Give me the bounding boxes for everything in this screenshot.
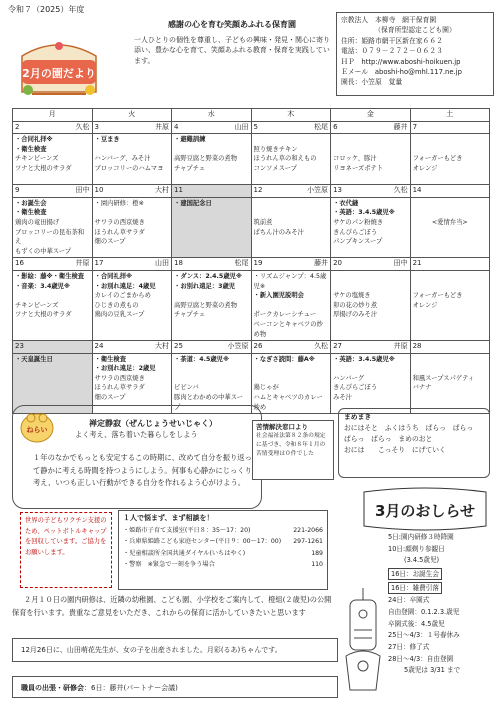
complaint-title: 苦情解決窓口より <box>256 423 308 431</box>
march-notice-item: 自由登園：0.1.2.3.歳児 <box>388 607 460 616</box>
event-line: ・お誕生会 <box>15 199 47 207</box>
song-line-1: おにはそと ふくはうち ぱらっ ぱらっ <box>344 424 474 432</box>
march-notice-title: 3月のおしらせ <box>375 502 475 520</box>
song-line-2: ぱらっ ぱらっ まめのおと <box>344 435 433 443</box>
day-schedule-cell <box>251 353 331 414</box>
menu-line: コンソメスープ <box>253 164 297 172</box>
goal-badge-label: ねらい <box>26 426 48 434</box>
menu-line: ほうれん草の和えもの <box>253 155 317 163</box>
weekday-mon: 月 <box>13 109 93 122</box>
menu-line: チキンビーンズ <box>15 301 59 309</box>
teacher-on-duty: 山田 <box>234 122 249 131</box>
teacher-on-duty: 小笠原 <box>227 342 249 351</box>
date-cell <box>92 341 172 354</box>
menu-line: ハンバーグ、みそ汁 <box>94 155 151 163</box>
date-number: 10 <box>94 186 104 195</box>
day-schedule-cell <box>13 134 93 185</box>
consultation-row: ・兵庫県姫路こども家庭センター(平日９：00～17：00) 297-1261 <box>123 538 323 546</box>
menu-line: 厚揚げのみそ汁 <box>333 311 378 319</box>
menu-line <box>174 291 249 301</box>
complaint-window-box <box>252 420 334 480</box>
events-row <box>13 134 490 185</box>
date-number: 27 <box>333 342 342 351</box>
event-line: ・英語：3.4.5歳児※ <box>333 355 395 363</box>
date-cell <box>331 258 411 271</box>
date-cell <box>410 185 489 198</box>
date-cell <box>410 258 489 271</box>
complaint-body: 社会福祉法第８２条の規定に基づき、令和８年１月の苦情受理は０件でした <box>256 433 326 457</box>
teacher-on-duty: 井原 <box>155 122 170 131</box>
monthly-calendar <box>12 108 490 414</box>
day-schedule-cell <box>410 134 489 185</box>
date-cell <box>13 258 93 271</box>
event-line: ・茶道：4.5歳児※ <box>174 355 230 363</box>
date-number: 14 <box>412 186 422 195</box>
menu-line: <愛情弁当> <box>431 218 468 226</box>
date-cell <box>251 185 331 198</box>
teacher-on-duty: 藤井 <box>314 259 329 268</box>
march-notice-item: 16日：雑費引落 <box>388 581 492 595</box>
date-cell <box>251 121 331 134</box>
school-homepage[interactable]: ＨＰ http://www.aboshi-hoikuen.jp <box>341 57 461 66</box>
march-notice-item: (3.4.5歳児) <box>404 556 440 565</box>
song-box <box>338 408 490 478</box>
day-schedule-cell <box>172 134 252 185</box>
teacher-on-duty: 松尾 <box>234 259 249 268</box>
school-phone: 電話：０７９－２７２－０６２３ <box>341 47 443 56</box>
menu-line: ブロッコリーの昆布茶和え <box>15 228 85 246</box>
menu-line <box>95 145 170 155</box>
menu-line: もずくの中華スープ <box>15 247 72 255</box>
monthly-goal-box <box>12 405 262 509</box>
philosophy-block <box>132 20 332 66</box>
teacher-on-duty: 久松 <box>314 342 329 351</box>
march-notice-item: 25日～4/3：１号春休み <box>388 631 460 640</box>
menu-line: フォーガーもどき <box>412 292 463 300</box>
date-number: 13 <box>333 186 342 195</box>
event-line: ・天皇誕生日 <box>15 355 53 363</box>
date-number: 12 <box>253 186 263 195</box>
menu-line: 筑前煮 <box>253 218 273 226</box>
menu-line <box>254 135 329 145</box>
date-row <box>13 341 490 354</box>
teacher-on-duty: 山田 <box>155 259 170 268</box>
events-row <box>13 270 490 340</box>
date-number: 25 <box>174 342 183 351</box>
menu-line: ・リズムジャンプ：4.5歳児※ <box>253 272 327 290</box>
menu-line: フォーガーもどき <box>412 155 463 163</box>
date-number: 11 <box>174 186 183 195</box>
menu-line: サケの塩焼き <box>333 292 371 300</box>
menu-line <box>174 374 249 384</box>
march-notice-item: 卒園式後：4.5歳児 <box>388 619 445 628</box>
date-number: 28 <box>412 342 422 351</box>
fiscal-year: 令和７（2025）年度 <box>8 5 85 14</box>
menu-line <box>413 208 487 218</box>
event-line: ・避難訓練 <box>174 136 206 144</box>
menu-line: ビビンバ <box>174 384 199 392</box>
event-line: ・影絵：藤※・衛生検査 <box>15 272 85 280</box>
menu-line: コロッケ、豚汁 <box>333 155 377 163</box>
weekday-fri: 金 <box>331 109 411 122</box>
date-cell <box>172 185 252 198</box>
menu-line: パンプキンスープ <box>333 238 383 246</box>
menu-line: 卯の花の炒り煮 <box>333 301 378 309</box>
menu-line <box>254 374 329 384</box>
march-notice-item: 5日:園内研修３時降園 <box>388 533 454 541</box>
day-schedule-cell <box>13 197 93 258</box>
training-notice: ２月１０日の園内研修は、近隣の幼稚園、こども園、小学校をご案内して、橙組(２歳児)の公開保育を行います。貴重なご意見をいただき、これからの保育に活かしていきたいと思います <box>12 595 332 617</box>
date-number: 17 <box>94 259 104 268</box>
date-cell <box>13 121 93 134</box>
menu-line: ポークカレーシチュー <box>253 311 317 319</box>
menu-line <box>413 355 487 365</box>
newsletter-logo <box>12 38 105 100</box>
weekday-tue: 火 <box>92 109 172 122</box>
menu-line: きんぴらごぼう <box>333 384 378 392</box>
menu-line: チャプチェ <box>174 311 206 319</box>
menu-line <box>254 364 329 374</box>
date-number: 21 <box>412 259 422 268</box>
song-title: まめまき <box>344 413 372 421</box>
date-number: 23 <box>15 342 24 351</box>
hina-doll-icon <box>340 586 386 696</box>
menu-line: 豚肉とわかめの中華スープ <box>174 394 243 411</box>
day-schedule-cell <box>331 270 411 340</box>
menu-line: サワラの西京焼き <box>94 218 145 226</box>
consultation-box <box>118 510 328 590</box>
school-address: 住所：姫路市網干区新在家６６２ <box>341 36 443 45</box>
menu-line <box>333 282 408 292</box>
teacher-on-duty: 大村 <box>155 342 170 351</box>
march-notice <box>340 484 492 712</box>
menu-line <box>254 301 329 311</box>
staff-training-value: ：6日：藤井(パートナー会議) <box>84 684 178 692</box>
philosophy-body: 一人ひとりの個性を尊重し、子どもの興味・発見・関心に寄り添い、豊かな心を育て、笑顔あふれる教育・保育を実践しています。 <box>134 35 330 65</box>
event-line: ・音楽：3.4歳児※ <box>15 282 71 290</box>
day-schedule-cell <box>251 197 331 258</box>
day-schedule-cell <box>92 270 172 340</box>
weekday-thu: 木 <box>251 109 331 122</box>
march-notice-item: 27日：修了式 <box>388 642 430 651</box>
teacher-on-duty: 井原 <box>393 342 408 351</box>
event-line: ・なぎさ読問：藤A※ <box>253 355 315 363</box>
day-schedule-cell <box>92 134 172 185</box>
consultation-title: １人で悩まず、まず相談を！ <box>123 514 214 522</box>
day-schedule-cell <box>331 353 411 414</box>
day-schedule-cell <box>172 197 252 258</box>
menu-line <box>333 145 408 155</box>
teacher-on-duty: 久松 <box>75 122 90 131</box>
menu-line: チキンビーンズ <box>15 155 59 163</box>
menu-line: 畑のスープ <box>94 394 126 402</box>
menu-line: チャプチェ <box>174 164 206 172</box>
menu-line: 鶏じゃが <box>253 384 279 392</box>
menu-line: ひじきの煮もの <box>94 301 139 309</box>
date-number: 6 <box>333 122 338 131</box>
menu-line: ツナと大根のサラダ <box>15 164 72 172</box>
march-notice-item: 5歳児は 3/31 まで <box>404 666 461 675</box>
menu-line <box>413 364 487 374</box>
menu-line <box>413 199 487 209</box>
day-schedule-cell <box>410 353 489 414</box>
menu-line: 照り焼きチキン <box>253 145 298 153</box>
school-name: 宗教法人 本柳寺 網干保育園 <box>341 16 437 24</box>
march-notice-list <box>388 532 492 677</box>
song-line-3: おには こっそり にげていく <box>344 446 446 454</box>
menu-line: サケのパン粉焼き <box>333 218 384 226</box>
date-row <box>13 258 490 271</box>
birth-announcement: 12月26日に、山田萌花先生が、女の子を出産されました。月彩(るあ)ちゃんです。 <box>12 638 338 662</box>
day-schedule-cell <box>331 197 411 258</box>
event-line: ・合同礼拝※ <box>15 136 53 144</box>
date-number: 26 <box>253 342 263 351</box>
day-schedule-cell <box>251 134 331 185</box>
weekday-header-row <box>13 109 490 122</box>
teacher-on-duty: 久松 <box>393 186 408 195</box>
teacher-on-duty: 大村 <box>155 186 170 195</box>
date-number: 3 <box>94 122 99 131</box>
teacher-on-duty: 藤井 <box>393 122 408 131</box>
menu-line <box>254 199 329 209</box>
date-number: 9 <box>15 186 20 195</box>
menu-line <box>333 135 408 145</box>
date-cell <box>92 121 172 134</box>
date-number: 24 <box>94 342 104 351</box>
consultation-row: ・児童相談所全国共通ダイヤル(いちはやく) 189 <box>123 549 323 557</box>
event-line: ・新入園児説明会 <box>253 292 304 300</box>
menu-line: ほうれん草サラダ <box>94 228 145 236</box>
day-schedule-cell <box>251 270 331 340</box>
event-line: ・衛生検査 <box>15 209 47 217</box>
menu-line <box>413 282 487 292</box>
date-cell <box>410 341 489 354</box>
menu-line: ほうれん草サラダ <box>94 384 145 392</box>
date-cell <box>172 341 252 354</box>
date-number: 7 <box>412 122 418 131</box>
date-number: 5 <box>253 122 259 131</box>
event-line: ・衣代縫 <box>333 199 359 207</box>
event-line: ・合同礼拝※ <box>94 272 133 280</box>
date-cell <box>13 185 93 198</box>
teacher-on-duty: 松尾 <box>314 122 329 131</box>
march-notice-item: 28日～4/3：自由登園 <box>388 654 454 663</box>
goal-title: 禅定静寂（ぜんじょうせいじゃく） <box>89 419 217 428</box>
menu-line: ブロッコリーのハムマヨ <box>94 164 164 172</box>
menu-line: ハンバーグ <box>333 374 365 382</box>
staff-training-label: 職員の出張・研修会 <box>21 684 84 692</box>
menu-line: オレンジ <box>412 301 438 309</box>
date-cell <box>331 121 411 134</box>
event-line: ・建国記念日 <box>174 199 212 207</box>
menu-line: 鶏肉の豆乳スープ <box>94 311 145 319</box>
staff-training-box <box>12 676 338 698</box>
weekday-wed: 水 <box>172 109 252 122</box>
march-notice-item: 24日：卒園式 <box>388 596 430 605</box>
menu-line: 高野豆腐と野菜の煮物 <box>174 155 237 163</box>
philosophy-title: 感謝の心を育む笑顔あふれる保育園 <box>168 20 296 29</box>
vaccine-cap-notice: 世界の子どもワクチン支援のため、ペットボトルキャップを回収しています。ご協力をお願いします。 <box>20 512 112 588</box>
menu-line <box>333 364 408 374</box>
menu-line <box>413 272 487 282</box>
menu-line <box>15 291 90 301</box>
date-cell <box>410 121 489 134</box>
menu-line: バナナ <box>412 384 432 392</box>
march-notice-item: 16日：お誕生会 <box>388 567 492 581</box>
date-row <box>13 185 490 198</box>
consultation-row: ・姫路市子育て支援室(平日８：35～17：20) 221-2066 <box>123 526 323 534</box>
date-cell <box>92 185 172 198</box>
event-line: ・お別れ遠足：2歳児 <box>94 365 156 373</box>
teacher-on-duty: 井原 <box>75 259 90 268</box>
menu-line: ツナと大根のサラダ <box>15 311 72 319</box>
menu-line: みそ汁 <box>333 394 352 402</box>
date-number: 2 <box>15 122 20 131</box>
date-number: 19 <box>253 259 263 268</box>
menu-line: リヨネーズポテト <box>333 164 384 172</box>
menu-line: ベーコンとキャベツの炒め物 <box>253 320 323 338</box>
date-cell <box>13 341 93 354</box>
day-schedule-cell <box>410 197 489 258</box>
goal-subtitle: よく考え、落ち着いた暮らしをしよう <box>75 430 198 439</box>
day-schedule-cell <box>331 134 411 185</box>
date-cell <box>251 258 331 271</box>
day-schedule-cell <box>13 270 93 340</box>
school-principal: 園長：小笠原 覚量 <box>341 78 403 87</box>
menu-line: カレイのごまからめ <box>94 292 151 300</box>
menu-line: 和風スープスパゲティ <box>412 374 475 382</box>
menu-line <box>413 145 487 155</box>
menu-line <box>174 145 249 155</box>
menu-line: ぱちん汁のみそ汁 <box>253 228 304 236</box>
day-schedule-cell <box>92 197 172 258</box>
menu-line: ハムとキャベツのカレー炒め <box>253 394 323 411</box>
event-line: ・衛生検査 <box>94 355 126 363</box>
school-info-box <box>336 12 494 96</box>
teacher-on-duty: 小笠原 <box>307 186 329 195</box>
date-cell <box>172 121 252 134</box>
menu-line: オレンジ <box>412 164 438 172</box>
march-notice-item: 10日:顔剃り参観日 <box>388 544 445 553</box>
date-row <box>13 121 490 134</box>
menu-line: 高野豆腐と野菜の煮物 <box>174 301 237 309</box>
day-schedule-cell <box>410 270 489 340</box>
svg-text:2月の園だより: 2月の園だより <box>22 67 96 80</box>
event-line: ・お別れ遠足：3歳児 <box>174 282 236 290</box>
date-cell <box>92 258 172 271</box>
date-cell <box>331 341 411 354</box>
event-line: ・英語：3.4.5歳児※ <box>333 209 395 217</box>
menu-line <box>333 272 408 282</box>
date-number: 20 <box>333 259 342 268</box>
date-cell <box>172 258 252 271</box>
menu-line: きんぴらごぼう <box>333 228 378 236</box>
menu-line <box>95 208 170 218</box>
menu-line <box>413 135 487 145</box>
date-cell <box>331 185 411 198</box>
date-number: 4 <box>174 122 179 131</box>
goal-badge-icon <box>19 410 55 444</box>
menu-line: ・園内研修：橙※ <box>94 199 144 207</box>
teacher-on-duty: 田中 <box>393 259 408 268</box>
event-line: ・衛生検査 <box>15 145 47 153</box>
goal-body: １年のなかでもっとも安定するこの時期に、改めて自分を振り返って静かに考える時間を持つようにしよう。何事も心静かにじっくり考え、いつも正しい行動ができる自分を作れるよう心がけよう。 <box>33 453 252 487</box>
date-number: 18 <box>174 259 183 268</box>
event-line: ・お別れ遠足：4歳児 <box>94 282 156 290</box>
day-schedule-cell <box>172 270 252 340</box>
event-line: ・ダンス：2.4.5歳児※ <box>174 272 243 280</box>
events-row <box>13 197 490 258</box>
school-email[interactable]: Ｅメール aboshi-ho@mhl.117.ne.jp <box>341 68 462 77</box>
date-number: 16 <box>15 259 24 268</box>
menu-line <box>174 364 249 374</box>
menu-line: サワラの西京焼き <box>94 374 145 382</box>
menu-line: 鶏肉の竜田揚げ <box>15 218 60 226</box>
menu-line <box>254 208 329 218</box>
weekday-sat: 土 <box>410 109 489 122</box>
consultation-row: ・警察 ※緊急で一刻を争う場合 110 <box>123 561 323 569</box>
march-notice-title-art <box>360 486 490 532</box>
teacher-on-duty: 田中 <box>75 186 90 195</box>
event-line: ・豆まき <box>94 136 120 144</box>
school-type: （保育所型認定こども園） <box>374 26 456 35</box>
date-cell <box>251 341 331 354</box>
menu-line: 畑のスープ <box>94 238 126 246</box>
